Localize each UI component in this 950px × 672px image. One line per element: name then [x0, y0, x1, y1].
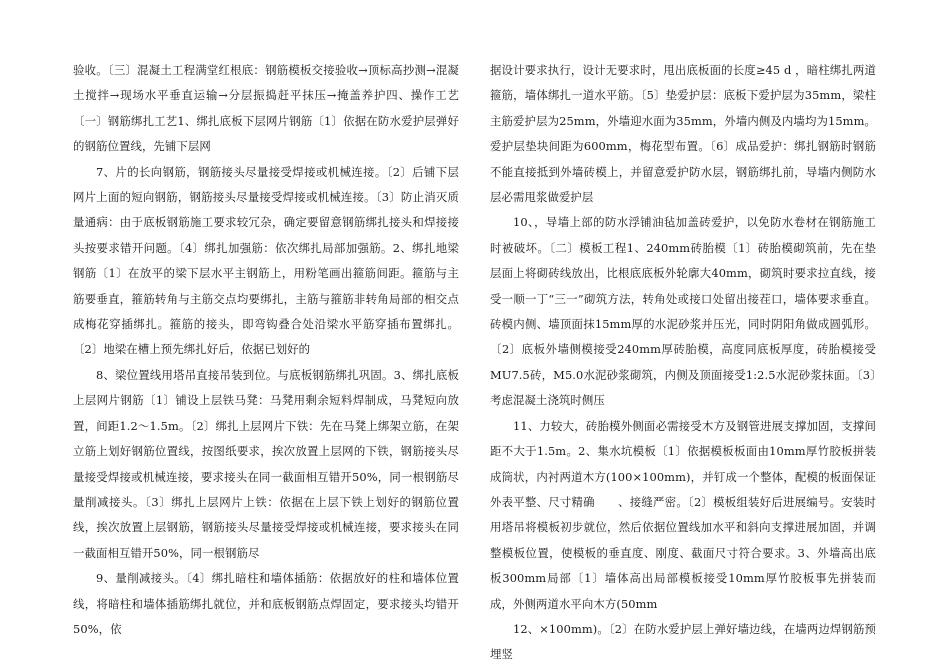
left-column [73, 58, 459, 642]
paragraph: 12、×100mm)。〔2〕在防水爱护层上弹好墙边线，在墙两边焊钢筋预埋竖 [490, 621, 876, 662]
paragraph: 据设计要求执行，设计无要求时，甩出底板面的长度≥45 d ，暗柱绑扎两道箍筋，墙体绑扎一道水平筋。〔5〕垫爱护层：底板下爱护层为35mm，梁柱主筋爱护层为25mm，外墙迎水面为35mm，外墙内侧及内墙均为15mm。爱护层垫块间距为600mm，梅花型布置。〔6〕成品爱护：绑扎钢筋时钢筋不能直接抵到外墙砖模上，并留意爱护防水层，钢筋绑扎前，导墙内侧防水层必需甩浆做爱护层 [490, 63, 876, 205]
paragraph: 8、梁位置线用塔吊直接吊装到位。与底板钢筋绑扎巩固。3、绑扎底板上层网片钢筋〔1〕铺设上层铁马凳：马凳用剩余短料焊制成，马凳短向放置，间距1.2～1.5m。〔2〕绑扎上层网片下铁：先在马凳上绑架立筋，在架立筋上划好钢筋位置线，按图纸要求，挨次放置上层网的下铁，钢筋接头尽量接受焊接或机械连接，要求接头在同一截面相互错开50%，同一根钢筋尽量削减接头。〔3〕绑扎上层网片上铁：依据在上层下铁上划好的钢筋位置线，挨次放置上层钢筋，钢筋接头尽量接受焊接或机械连接，要求接头在同一截面相互错开50%，同一根钢筋尽 [73, 367, 459, 560]
paragraph: 11、力较大，砖胎模外侧面必需接受木方及钢管进展支撑加固，支撑间距不大于1.5m。2、集水坑模板〔1〕依据模板板面由10mm厚竹胶板拼装成筒状，内衬两道木方(100×100mm)，并钉成一个整体，配模的板面保证外表平整、尺寸精确 、接缝严密。〔2〕模板组装好后进展编号。安装时用塔吊将模板初步就位，然后依据位置线加水平和斜向支撑进展加固，并调整模板位置，使模板的垂直度、刚度、截面尺寸符合要求。3、外墙高出底板300mm局部〔1〕墙体高出局部模板接受10mm厚竹胶板事先拼装而成，外侧两道水平向木方(50mm [490, 418, 876, 611]
paragraph: 10、，导墙上部的防水浮铺油毡加盖砖爱护，以免防水卷材在钢筋施工时被破坏。〔二〕模板工程1、240mm砖胎模〔1〕砖胎模砌筑前，先在垫层面上将砌砖线放出，比根底底板外轮廓大40mm，砌筑时要求拉直线，接受一顺一丁“三一”砌筑方法，转角处或接口处留出接茬口，墙体要求垂直。砖模内侧、墙顶面抹15mm厚的水泥砂浆并压光，同时阴阳角做成圆弧形。〔2〕底板外墙侧模接受240mm厚砖胎模，高度同底板厚度，砖胎模接受MU7.5砖，M5.0水泥砂浆砌筑，内侧及顶面接受1:2.5水泥砂浆抹面。〔3〕考虑混凝土浇筑时侧压 [490, 215, 876, 408]
paragraph: 7、片的长向钢筋，钢筋接头尽量接受焊接或机械连接。〔2〕后铺下层网片上面的短向钢筋，钢筋接头尽量接受焊接或机械连接。〔3〕防止消灭质量通病：由于底板钢筋施工要求较冗杂，确定要留意钢筋绑扎接头和焊接接头按要求错开问题。〔4〕绑扎加强筋：依次绑扎局部加强筋。2、绑扎地梁钢筋〔1〕在放平的梁下层水平主钢筋上，用粉笔画出箍筋间距。箍筋与主筋要垂直，箍筋转角与主筋交点均要绑扎，主筋与箍筋非转角局部的相交点成梅花穿插绑扎。箍筋的接头，即弯钩叠合处沿梁水平筋穿插布置绑扎。〔2〕地梁在槽上预先绑扎好后，依据已划好的 [73, 164, 459, 357]
paragraph: 9、量削减接头。〔4〕绑扎暗柱和墙体插筋：依据放好的柱和墙体位置线，将暗柱和墙体插筋绑扎就位，并和底板钢筋点焊固定，要求接头均错开50%，依 [73, 571, 459, 636]
paragraph: 验收。〔三〕混凝土工程满堂红根底：钢筋模板交接验收→顶标高抄测→混凝土搅拌→现场水平垂直运输→分层振捣赶平抹压→掩盖养护四、操作工艺〔一〕钢筋绑扎工艺1、绑扎底板下层网片钢筋〔1〕依据在防水爱护层弹好的钢筋位置线，先铺下层网 [73, 63, 459, 154]
right-column [490, 58, 876, 668]
